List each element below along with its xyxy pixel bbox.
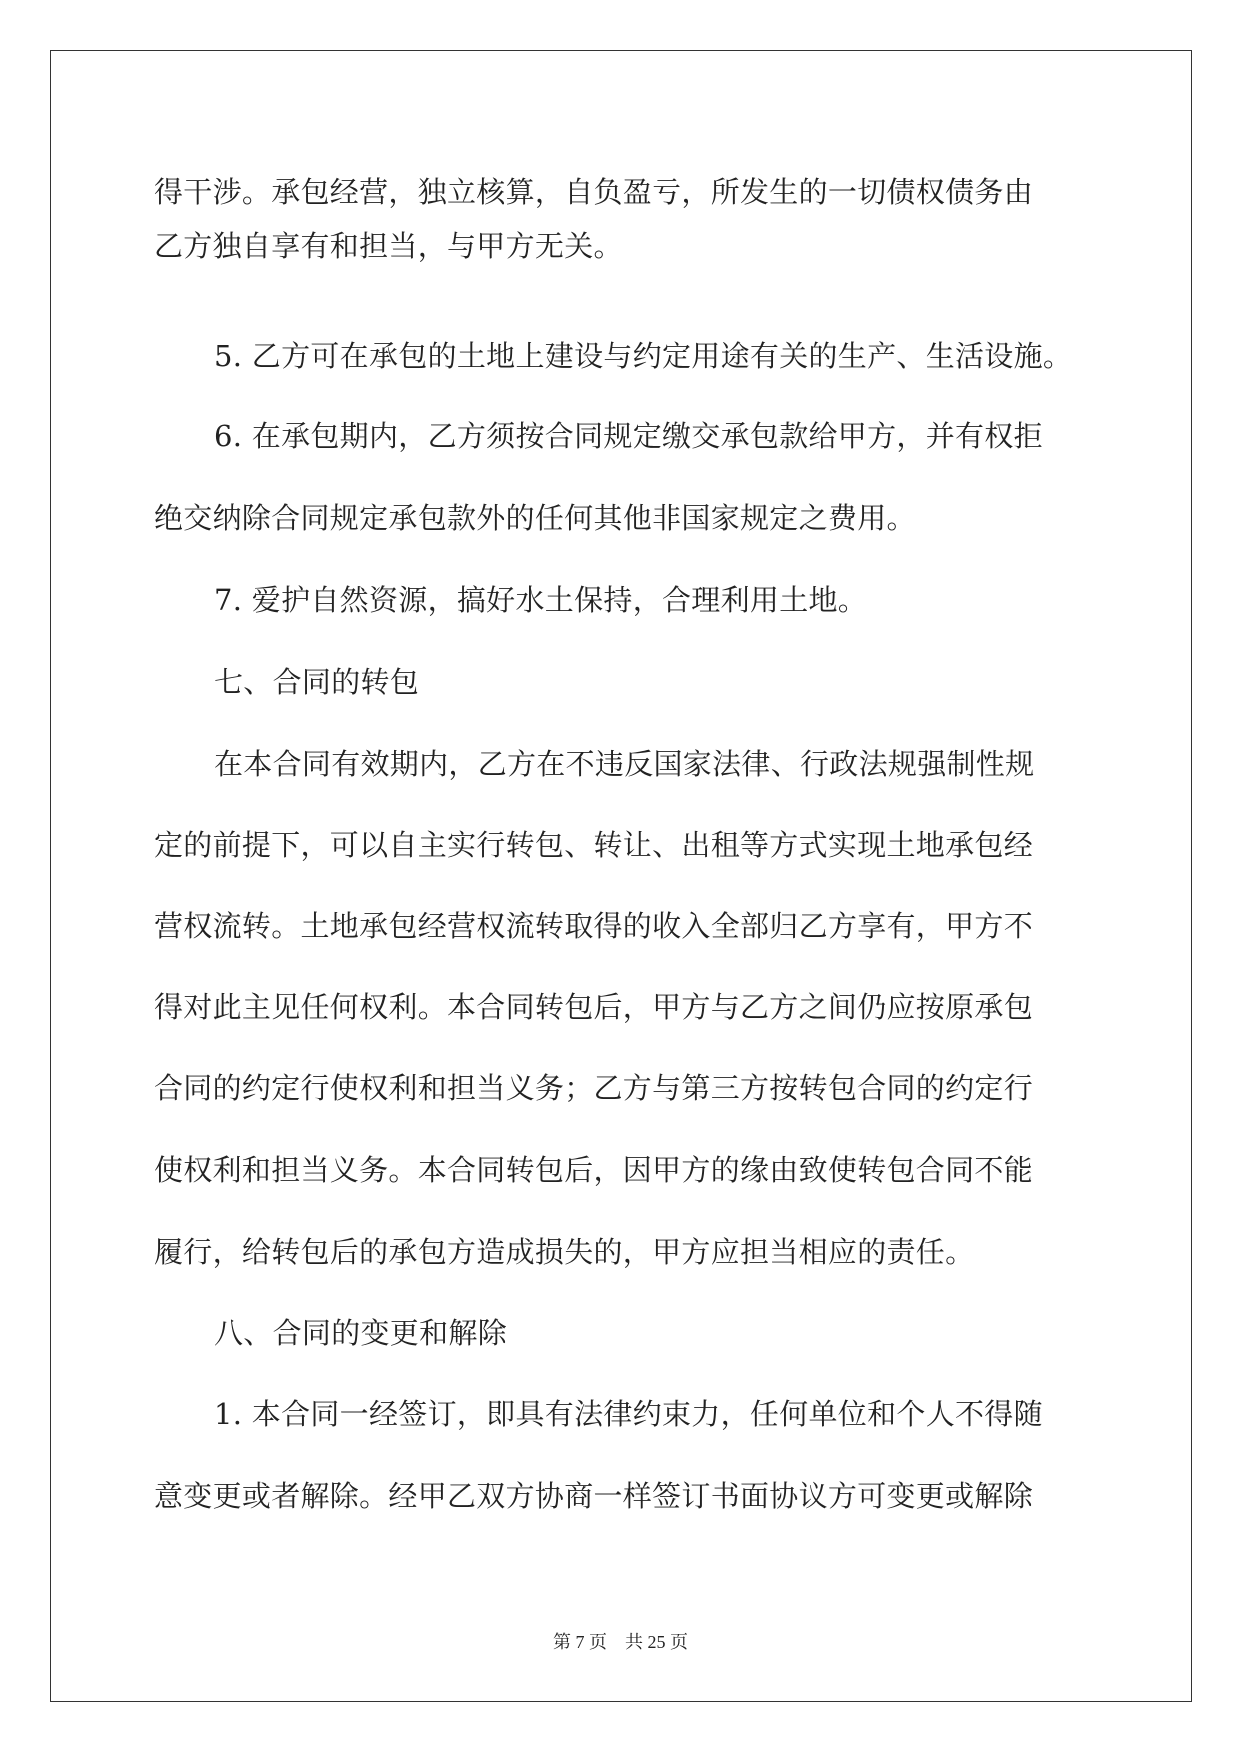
body-text-line: 使权利和担当义务。本合同转包后，因甲方的缘由致使转包合同不能 [154,1153,1034,1187]
body-text-line: 绝交纳除合同规定承包款外的任何其他非国家规定之费用。 [154,501,916,535]
body-text-line: 合同的约定行使权利和担当义务；乙方与第三方按转包合同的约定行 [154,1071,1034,1105]
body-text-line: 得干涉。承包经营，独立核算，自负盈亏，所发生的一切债权债务由 [154,175,1034,209]
body-text-line: 6. 在承包期内，乙方须按合同规定缴交承包款给甲方，并有权拒 [214,419,1043,453]
page-number-footer: 第 7 页 共 25 页 [553,1632,688,1652]
body-text-line: 7. 爱护自然资源，搞好水土保持，合理利用土地。 [214,583,868,617]
body-text-line: 得对此主见任何权利。本合同转包后，甲方与乙方之间仍应按原承包 [154,990,1034,1024]
body-text-line: 履行，给转包后的承包方造成损失的，甲方应担当相应的责任。 [154,1235,975,1269]
body-text-line: 在本合同有效期内，乙方在不违反国家法律、行政法规强制性规 [214,747,1035,781]
page-border [50,50,1192,1702]
body-text-line: 乙方独自享有和担当，与甲方无关。 [154,229,623,263]
body-text-line: 1. 本合同一经签订，即具有法律约束力，任何单位和个人不得随 [214,1397,1043,1431]
section-heading: 七、合同的转包 [214,665,420,699]
body-text-line: 意变更或者解除。经甲乙双方协商一样签订书面协议方可变更或解除 [154,1479,1034,1513]
body-text-line: 营权流转。土地承包经营权流转取得的收入全部归乙方享有，甲方不 [154,909,1034,943]
body-text-line: 定的前提下，可以自主实行转包、转让、出租等方式实现土地承包经 [154,828,1034,862]
body-text-line: 5. 乙方可在承包的土地上建设与约定用途有关的生产、生活设施。 [214,339,1073,373]
section-heading: 八、合同的变更和解除 [214,1316,508,1350]
